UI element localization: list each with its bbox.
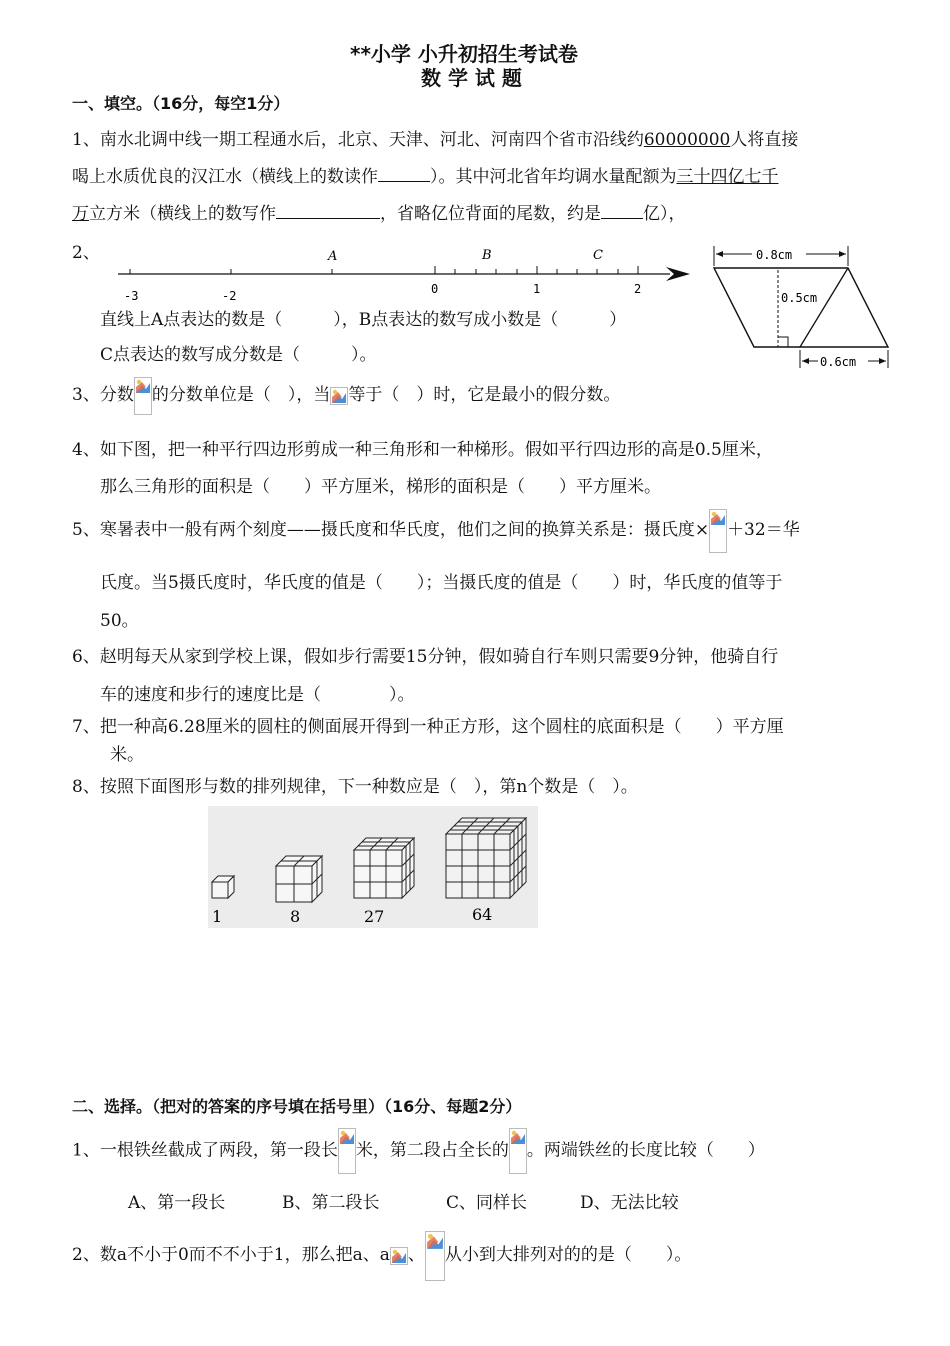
cube-1x1 (212, 876, 234, 898)
axis-label-neg3: -3 (124, 289, 139, 303)
fraction-image-icon (390, 1247, 408, 1265)
q1-blank-approx[interactable] (601, 202, 643, 219)
section1-heading: 一、填空。（16分，每空1分） (72, 94, 290, 113)
s2q1-option-d[interactable]: D、无法比较 (580, 1193, 679, 1213)
axis-label-0: 0 (431, 282, 439, 296)
q4-line1: 4、如下图，把一种平行四边形剪成一种三角形和一种梯形。假如平行四边形的高是0.5厘米， (72, 440, 773, 460)
axis-label-1: 1 (533, 282, 541, 296)
fraction-image-icon (134, 377, 152, 415)
s2q1-text-b: 米，第二段占全长的 (355, 1140, 509, 1161)
trap-bottom-label: 0.6cm (820, 355, 857, 369)
q5-text-b: ＋32＝华 (727, 520, 800, 540)
cube-3x3 (354, 838, 414, 898)
s2q1-text-a: 1、一根铁丝截成了两段，第一段长 (72, 1140, 338, 1161)
q2-line2: C点表达的数写成分数是（ ）。 (100, 345, 377, 365)
s2q1-text-c: 。两端铁丝的长度比较（ ） (526, 1140, 765, 1161)
q5-text-a: 5、寒暑表中一般有两个刻度——摄氏度和华氏度，他们之间的换算关系是：摄氏度× (72, 520, 710, 540)
q1-blank-read[interactable] (378, 165, 430, 182)
trap-height-label: 0.5cm (781, 291, 818, 305)
cube-sequence-figure (208, 806, 538, 928)
q2-line1: 直线上A点表达的数是（ ），B点表达的数写成小数是（ ） (100, 310, 627, 330)
q3-text-a: 3、分数 (72, 385, 134, 405)
s2q1-option-a[interactable]: A、第一段长 (128, 1193, 226, 1213)
cube-label-1: 1 (212, 907, 223, 926)
q1-text-b: 人将直接 (730, 130, 799, 150)
q5-line2: 氏度。当5摄氏度时，华氏度的值是（ ）；当摄氏度的值是（ ）时，华氏度的值等于 (100, 573, 783, 593)
q1-number: 60000000 (643, 130, 731, 150)
trap-top-label: 0.8cm (756, 248, 793, 262)
q1-blank-write[interactable] (276, 202, 380, 219)
cube-label-27: 27 (364, 907, 385, 926)
q8-line1: 8、按照下面图形与数的排列规律，下一种数应是（ ），第n个数是（ ）。 (72, 777, 638, 797)
s2-q1-line (72, 1128, 765, 1174)
q7-line1: 7、把一种高6.28厘米的圆柱的侧面展开得到一种正方形，这个圆柱的底面积是（ ）平方厘 (72, 717, 784, 737)
number-line (110, 240, 700, 304)
s2-q2-line (72, 1230, 691, 1281)
s2q1-option-b[interactable]: B、第二段长 (282, 1193, 380, 1213)
q4-line2: 那么三角形的面积是（ ）平方厘米，梯形的面积是（ ）平方厘米。 (100, 477, 661, 497)
section2-heading: 二、选择。（把对的答案的序号填在括号里）（16分、每题2分） (72, 1097, 522, 1116)
parallelogram-figure (708, 240, 898, 372)
q3-line (72, 375, 620, 415)
cube-4x4 (446, 818, 526, 898)
s2q2-text-a: 2、数a不小于0而不不小于1，那么把a、a (72, 1245, 390, 1265)
axis-label-2: 2 (634, 282, 642, 296)
exam-title: **小学 小升初招生考试卷 (350, 42, 578, 66)
q1-line2 (72, 162, 779, 187)
q1-line1 (72, 125, 798, 150)
fraction-image-icon (338, 1128, 356, 1174)
q1-l3-text-c: ，省略亿位背面的尾数，约是 (380, 204, 601, 224)
q3-text-c: 等于（ ）时，它是最小的假分数。 (348, 385, 621, 405)
q6-line1: 6、赵明每天从家到学校上课，假如步行需要15分钟，假如骑自行车则只需要9分钟，他骑自行 (72, 647, 779, 667)
fraction-image-icon (509, 1128, 527, 1174)
fraction-image-icon (709, 509, 727, 553)
q1-l2-text-a: 喝上水质优良的汉江水（横线上的数读作 (72, 167, 378, 187)
point-C: C (593, 248, 603, 263)
cube-label-64: 64 (472, 905, 493, 924)
point-A: A (328, 249, 338, 264)
cube-2x2 (276, 856, 322, 902)
axis-label-neg2: -2 (222, 289, 237, 303)
q5-line1 (72, 508, 800, 553)
fraction-image-icon (330, 387, 348, 405)
q5-line3: 50。 (100, 611, 139, 631)
q6-line2: 车的速度和步行的速度比是（ ）。 (100, 685, 415, 705)
q1-l3-text-b: 立方米（横线上的数写作 (89, 204, 276, 224)
q3-text-b: 的分数单位是（ ），当 (151, 385, 331, 405)
q1-l3-text-d: 亿）， (643, 204, 686, 224)
cube-label-8: 8 (290, 907, 301, 926)
s2q1-option-c[interactable]: C、同样长 (446, 1193, 528, 1213)
s2q2-text-c: 从小到大排列对的的是（ ）。 (444, 1245, 692, 1265)
q1-wan: 万 (72, 204, 89, 224)
s2q2-text-b: 、 (407, 1245, 425, 1265)
q1-volume-words: 三十四亿七千 (676, 167, 779, 187)
q1-l2-text-b: ）。其中河北省年均调水量配额为 (430, 167, 677, 187)
exam-subtitle: 数 学 试 题 (421, 66, 522, 90)
q2-number: 2、 (72, 243, 100, 263)
fraction-image-icon (425, 1231, 445, 1281)
q7-line2: 米。 (110, 745, 144, 765)
q1-text-a: 1、南水北调中线一期工程通水后，北京、天津、河北、河南四个省市沿线约 (72, 130, 644, 150)
q1-line3 (72, 199, 686, 224)
point-B: B (482, 248, 492, 263)
